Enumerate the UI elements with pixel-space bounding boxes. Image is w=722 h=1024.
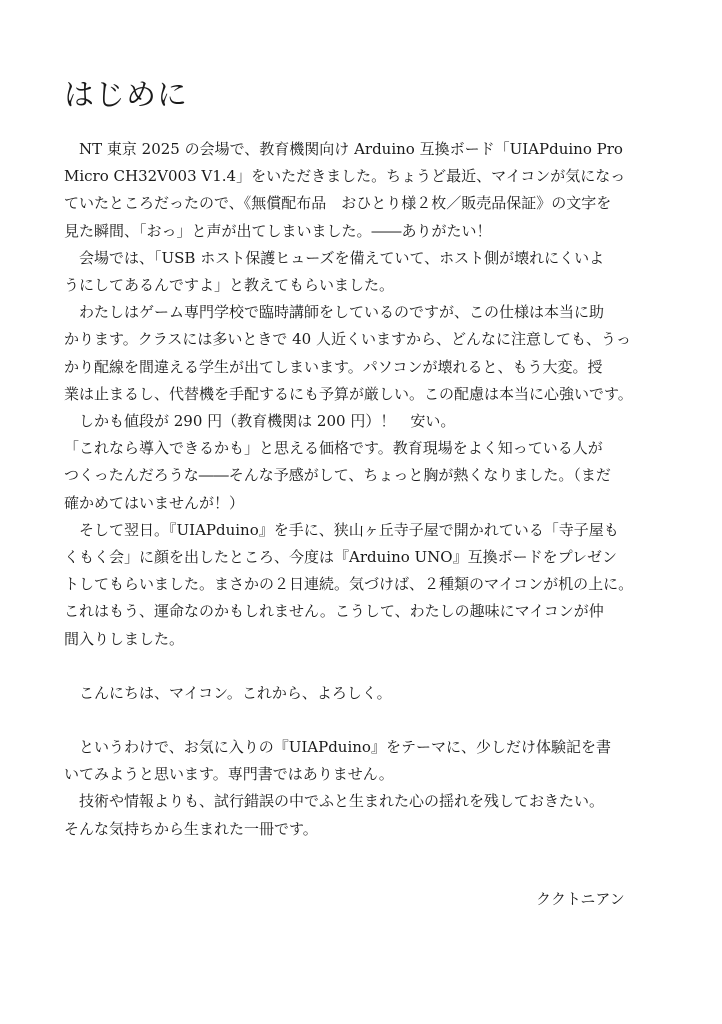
author-signature: ククトニアン <box>536 890 625 908</box>
paragraph-spacer <box>64 707 664 734</box>
paragraph-book-spirit: 技術や情報よりも、試行錯誤の中でふと生まれた心の揺れを残しておきたい。 そんな気持ちから生まれた一冊です。 <box>64 792 605 838</box>
paragraph-price: しかも値段が 290 円（教育機関は 200 円）！ 安い。 <box>64 412 456 431</box>
paragraph-usb-fuse: 会場では、「USB ホスト保護ヒューズを備えていて、ホスト側が壊れにくいよ うにしてあるんですよ」と教えてもらいました。 <box>64 248 605 295</box>
paragraph-spacer <box>64 653 664 680</box>
paragraph-teaching-context: わたしはゲーム専門学校で臨時講師をしているのですが、この仕様は本当に助 かります。クラスには多いときで 40 人近くいますから、どんなに注意しても、うっ かり配線を間違える学生が出てしまいます。パソコンが壊れると、もう大変。授 業は止まるし、代替機を手配するにも予算が厳しい。この配慮は本当に心強いです。 <box>64 303 633 403</box>
paragraph-affordable: 「これなら導入できるかも」と思える価格です。教育現場をよく知っている人が つくったんだろうな――そんな予感がして、ちょっと胸が熱くなりました。（まだ 確かめてはいませんが！） <box>64 439 611 512</box>
page-title: はじめに <box>64 78 188 113</box>
paragraph-next-day: そして翌日。『UIAPduino』を手に、狭山ヶ丘寺子屋で開かれている「寺子屋も くもく会」に顔を出したところ、今度は『Arduino UNO』互換ボードをプレゼン トしてもらいました。まさかの２日連続。気づけば、２種類のマイコンが机の上に。 これはもう、運命なのかもしれません。こうして、わたしの趣味にマイコンが仲 間入りしました。 <box>64 520 634 648</box>
paragraph-receiving-board: NT 東京 2025 の会場で、教育機関向け Arduino 互換ボード「UIAPduino Pro Micro CH32V003 V1.4」をいただきました。ちょうど最近、マイコンが気になっ ていたところだったので、《無償配布品 おひとり様２枚／販売品保証》の文字を 見た瞬間、「おっ」と声が出てしまいました。――ありがたい！ <box>64 140 626 240</box>
paragraph-greeting: こんにちは、マイコン。これから、よろしく。 <box>64 683 392 702</box>
document-body <box>64 136 664 843</box>
paragraph-book-purpose: というわけで、お気に入りの『UIAPduino』をテーマに、少しだけ体験記を書 いてみようと思います。専門書ではありません。 <box>64 738 611 784</box>
